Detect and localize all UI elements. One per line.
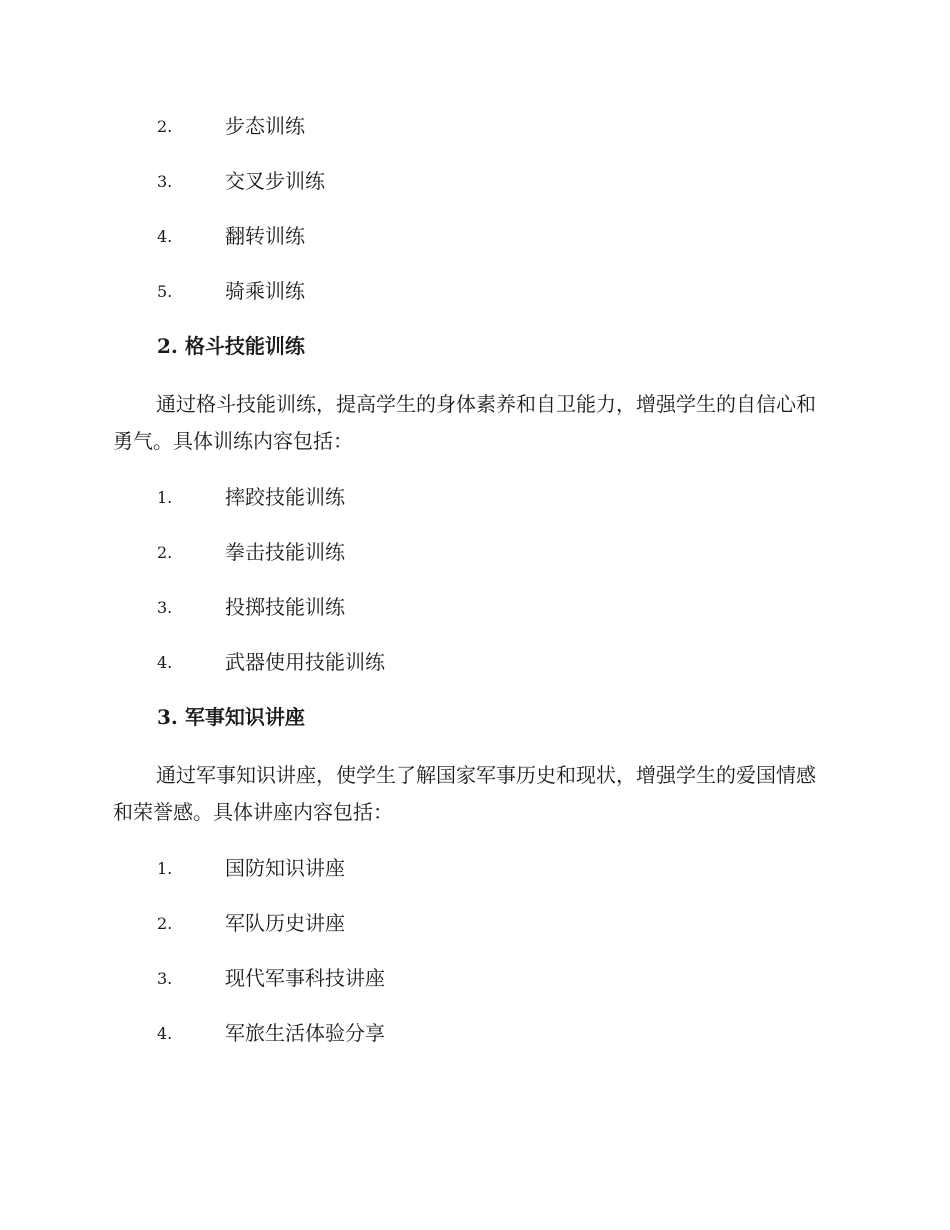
list-number: 2. bbox=[157, 914, 173, 933]
list-item bbox=[0, 209, 950, 264]
section-paragraph-combat: 通过格斗技能训练，提高学生的身体素养和自卫能力，增强学生的自信心和勇气。具体训练内容包括： bbox=[113, 392, 816, 453]
list-item bbox=[0, 264, 950, 319]
list-item bbox=[0, 896, 950, 951]
list-number: 1. bbox=[157, 488, 173, 507]
list-item bbox=[0, 635, 950, 690]
list-text: 翻转训练 bbox=[225, 224, 305, 248]
list-item bbox=[0, 841, 950, 896]
list-number: 3. bbox=[157, 969, 173, 988]
section-heading-combat: 2. 格斗技能训练 bbox=[157, 334, 305, 358]
list-item bbox=[0, 470, 950, 525]
list-text: 投掷技能训练 bbox=[225, 595, 345, 619]
section-paragraph-military-knowledge: 通过军事知识讲座，使学生了解国家军事历史和现状，增强学生的爱国情感和荣誉感。具体讲座内容包括： bbox=[113, 763, 816, 824]
list-text: 摔跤技能训练 bbox=[225, 485, 345, 509]
list-item bbox=[0, 951, 950, 1006]
list-number: 5. bbox=[157, 282, 173, 301]
document-body bbox=[0, 99, 950, 1061]
list-text: 军旅生活体验分享 bbox=[225, 1021, 385, 1045]
list-text: 拳击技能训练 bbox=[225, 540, 345, 564]
list-text: 步态训练 bbox=[225, 114, 305, 138]
combat-training-list bbox=[0, 470, 950, 690]
list-number: 1. bbox=[157, 859, 173, 878]
list-text: 军队历史讲座 bbox=[225, 911, 345, 935]
list-number: 4. bbox=[157, 1024, 173, 1043]
list-number: 3. bbox=[157, 598, 173, 617]
list-text: 骑乘训练 bbox=[225, 279, 305, 303]
list-item bbox=[0, 154, 950, 209]
list-number: 4. bbox=[157, 653, 173, 672]
list-number: 3. bbox=[157, 172, 173, 191]
list-item bbox=[0, 1006, 950, 1061]
list-text: 现代军事科技讲座 bbox=[225, 966, 385, 990]
list-item bbox=[0, 99, 950, 154]
list-item bbox=[0, 580, 950, 635]
list-item bbox=[0, 525, 950, 580]
lecture-list bbox=[0, 841, 950, 1061]
list-number: 2. bbox=[157, 117, 173, 136]
list-text: 国防知识讲座 bbox=[225, 856, 345, 880]
section-heading-military-knowledge: 3. 军事知识讲座 bbox=[157, 705, 305, 729]
list-number: 4. bbox=[157, 227, 173, 246]
list-text: 交叉步训练 bbox=[225, 169, 325, 193]
list-number: 2. bbox=[157, 543, 173, 562]
list-text: 武器使用技能训练 bbox=[225, 650, 385, 674]
training-list-top bbox=[0, 99, 950, 319]
